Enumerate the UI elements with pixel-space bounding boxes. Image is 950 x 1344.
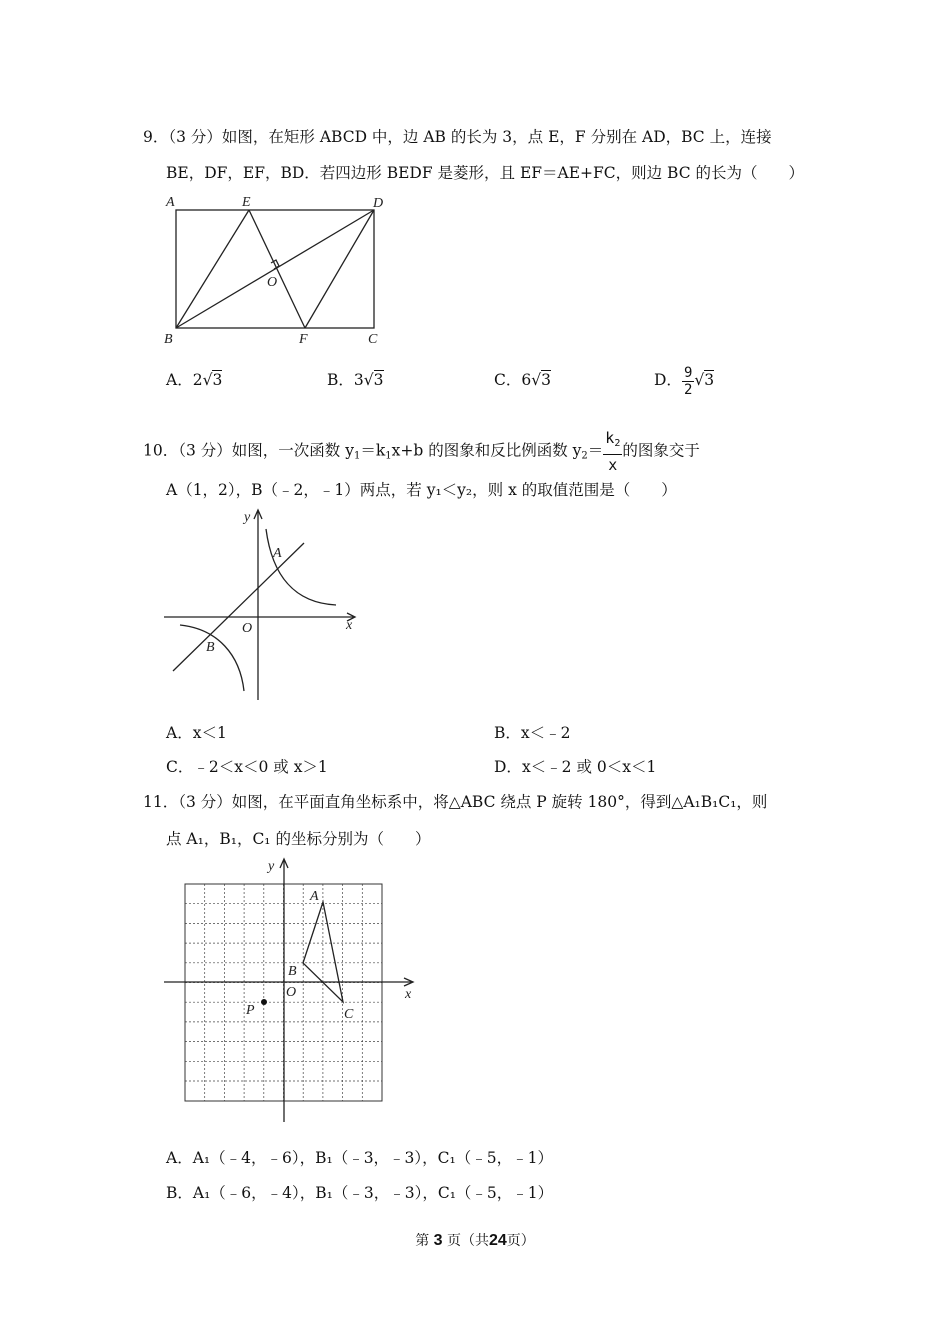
q10-option-c-letter: C． — [166, 758, 194, 776]
q9-label-e: E — [242, 195, 251, 210]
q11-label-c: C — [344, 1007, 354, 1022]
q11-figure — [160, 852, 420, 1127]
q11-option-b — [166, 1183, 553, 1203]
q9-label-f: F — [299, 332, 308, 347]
footer-mid: 页（共 — [447, 1233, 489, 1249]
q9-option-c — [494, 370, 551, 390]
q11-text-line1: 如图，在平面直角坐标系中，将△ABC 绕点 P 旋转 180°，得到△A₁B₁C₁，则 — [231, 793, 768, 811]
q10-text-eq: ＝ — [587, 441, 604, 460]
q11-text-line2: 点 A₁，B₁，C₁ 的坐标分别为（ ） — [166, 830, 431, 848]
q9-label-d: D — [373, 196, 384, 211]
q9-label-o: O — [267, 275, 278, 290]
q10-option-b-letter: B． — [494, 724, 521, 742]
footer-page-number: 3 — [433, 1232, 443, 1249]
q11-option-a-letter: A． — [166, 1149, 193, 1167]
footer-total-pages: 24 — [489, 1232, 507, 1249]
q10-label-x: x — [346, 618, 353, 633]
q10-sub1b: 1 — [385, 450, 392, 462]
q9-line1 — [143, 127, 772, 147]
q11-label-a: A — [310, 889, 319, 904]
q9-option-d-den: 2 — [683, 381, 693, 398]
q9-option-d — [654, 360, 714, 400]
q10-line2 — [166, 480, 677, 500]
q9-option-b-rad: 3 — [373, 371, 384, 389]
q9-option-a-letter: A． — [166, 371, 193, 389]
q9-option-d-fraction — [682, 365, 694, 398]
q11-point-p — [261, 999, 267, 1005]
q9-option-c-rad: 3 — [541, 371, 552, 389]
q9-points: （3 分） — [168, 128, 222, 146]
q10-figure — [158, 505, 368, 705]
q10-option-a-letter: A． — [166, 724, 193, 742]
q9-text-line2: BE，DF，EF，BD．若四边形 BEDF 是菱形，且 EF＝AE+FC，则边 BC 的长为（ ） — [166, 164, 805, 182]
q9-text-line1: 如图，在矩形 ABCD 中，边 AB 的长为 3，点 E，F 分别在 AD，BC 上，连接 — [221, 128, 772, 146]
q10-points: （3 分） — [178, 441, 232, 460]
q9-option-d-letter: D． — [654, 371, 682, 389]
q10-option-b-text: x＜﹣2 — [520, 724, 571, 742]
q11-label-y: y — [268, 859, 275, 874]
page-footer — [0, 1230, 950, 1250]
q10-label-y: y — [244, 510, 251, 525]
q9-label-a: A — [166, 195, 175, 210]
q11-number: 11． — [143, 793, 179, 811]
q10-label-a: A — [273, 546, 282, 561]
q9-option-c-letter: C． — [494, 371, 522, 389]
q10-number: 10． — [143, 441, 179, 460]
q11-option-b-letter: B． — [166, 1184, 193, 1202]
q10-line1 — [143, 428, 700, 475]
q10-text-mid: ＝k — [360, 441, 386, 460]
q11-label-p: P — [246, 1003, 255, 1018]
q11-label-b: B — [288, 964, 297, 979]
q10-sub2: 2 — [581, 450, 588, 462]
q11-option-b-text: A₁（﹣6，﹣4），B₁（﹣3，﹣3），C₁（﹣5，﹣1） — [192, 1184, 554, 1202]
sqrt-icon: √ — [531, 371, 542, 389]
q9-figure — [160, 190, 400, 350]
q9-option-b-coef: 3 — [353, 371, 364, 389]
sqrt-icon: √ — [202, 371, 213, 389]
q11-line2 — [166, 829, 430, 849]
q9-option-b-letter: B． — [327, 371, 354, 389]
q10-option-b — [494, 723, 571, 743]
q10-option-a — [166, 723, 227, 743]
q10-frac-den: x — [608, 456, 618, 474]
q11-line1 — [143, 792, 767, 812]
q10-option-d — [494, 757, 656, 777]
q11-option-a-text: A₁（﹣4，﹣6），B₁（﹣3，﹣3），C₁（﹣5，﹣1） — [192, 1149, 553, 1167]
q9-option-a — [166, 370, 222, 390]
q10-frac-num-sub: 2 — [614, 438, 621, 449]
q10-text-pre: 如图，一次函数 y — [231, 441, 354, 460]
q11-option-a — [166, 1148, 553, 1168]
q10-frac-num: k — [605, 429, 615, 447]
q11-points: （3 分） — [178, 793, 232, 811]
q9-option-c-coef: 6 — [521, 371, 532, 389]
q11-label-o: O — [286, 985, 297, 1000]
q10-text-post: 的图象交于 — [622, 441, 700, 460]
q9-number: 9． — [143, 128, 169, 146]
q9-option-a-coef: 2 — [192, 371, 203, 389]
q10-text-mid2: x+b 的图象和反比例函数 y — [391, 441, 582, 460]
q11-label-x: x — [405, 987, 412, 1002]
q10-option-a-text: x＜1 — [192, 724, 227, 742]
q10-option-d-letter: D． — [494, 758, 522, 776]
q10-sub1: 1 — [353, 450, 361, 462]
q10-text-line2: A（1，2），B（﹣2，﹣1）两点，若 y₁＜y₂，则 x 的取值范围是（ ） — [166, 481, 677, 499]
q10-fraction — [603, 428, 622, 475]
q9-option-b — [327, 370, 384, 390]
q10-option-c-text: ﹣2＜x＜0 或 x＞1 — [193, 758, 328, 776]
q10-option-c — [166, 757, 328, 777]
footer-post: 页） — [506, 1233, 535, 1249]
q9-label-b: B — [164, 332, 173, 347]
q9-option-d-rad: 3 — [704, 371, 715, 389]
q9-line2 — [166, 163, 804, 183]
q10-label-b: B — [206, 640, 215, 655]
sqrt-icon: √ — [694, 371, 705, 389]
sqrt-icon: √ — [363, 371, 374, 389]
footer-pre: 第 — [415, 1233, 430, 1249]
q10-label-o: O — [242, 621, 253, 636]
q9-option-a-rad: 3 — [212, 371, 223, 389]
q9-option-d-num: 9 — [683, 364, 693, 381]
q9-label-c: C — [368, 332, 378, 347]
q10-option-d-text: x＜﹣2 或 0＜x＜1 — [521, 758, 657, 776]
